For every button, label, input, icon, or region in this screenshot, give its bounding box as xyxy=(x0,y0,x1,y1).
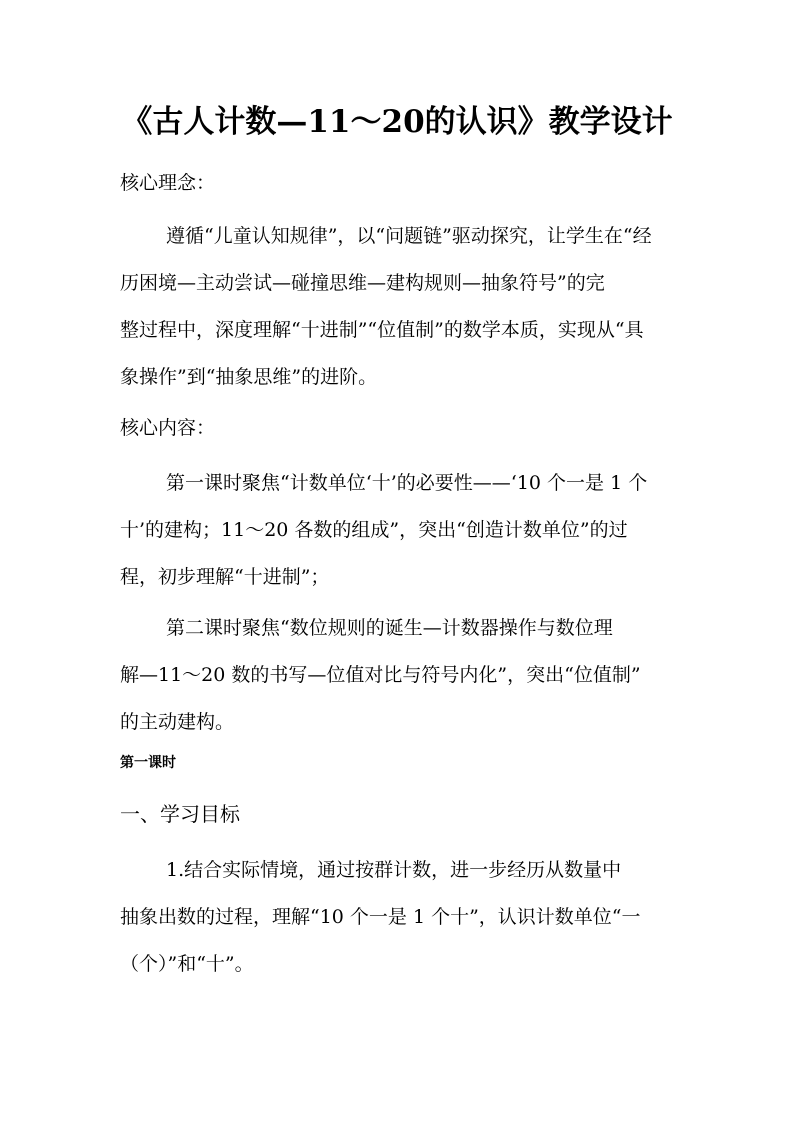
paragraph-line: 历困境—主动尝试—碰撞思维—建构规则—抽象符号”的完 xyxy=(120,272,605,294)
paragraph-line: 1.结合实际情境，通过按群计数，进一步经历从数量中 xyxy=(166,859,622,881)
lesson1-heading: 第一课时 xyxy=(120,755,176,771)
document-title: 《古人计数—11～20的认识》教学设计 xyxy=(121,104,673,140)
paragraph-line: 的主动建构。 xyxy=(120,711,235,733)
core-concept-paragraph xyxy=(120,213,680,401)
paragraph-line: 解—11～20 数的书写—位值对比与符号内化”，突出“位值制” xyxy=(120,664,641,686)
paragraph-line: 象操作”到“抽象思维”的进阶。 xyxy=(120,366,378,388)
learning-goal-1 xyxy=(120,847,680,988)
core-content-heading: 核心内容： xyxy=(120,417,216,439)
paragraph-line: 十’的建构；11～20 各数的组成”，突出“创造计数单位”的过 xyxy=(120,519,628,541)
paragraph-line: 第二课时聚焦“数位规则的诞生—计数器操作与数位理 xyxy=(166,617,613,639)
paragraph-line: 抽象出数的过程，理解“10 个一是 1 个十”，认识计数单位“一 xyxy=(120,906,641,928)
core-concept-heading: 核心理念： xyxy=(120,172,216,194)
paragraph-line: 程，初步理解“十进制”； xyxy=(120,566,330,588)
paragraph-line: 第一课时聚焦“计数单位‘十’的必要性——‘10 个一是 1 个 xyxy=(166,472,648,494)
learning-goals-heading: 一、学习目标 xyxy=(120,802,240,826)
paragraph-line: 遵循“儿童认知规律”，以“问题链”驱动探究，让学生在“经 xyxy=(166,225,652,247)
core-content-paragraph-2 xyxy=(120,605,680,746)
core-content-paragraph-1 xyxy=(120,460,680,601)
paragraph-line: （个）”和“十”。 xyxy=(120,953,254,975)
paragraph-line: 整过程中，深度理解“十进制”“位值制”的数学本质，实现从“具 xyxy=(120,319,644,341)
